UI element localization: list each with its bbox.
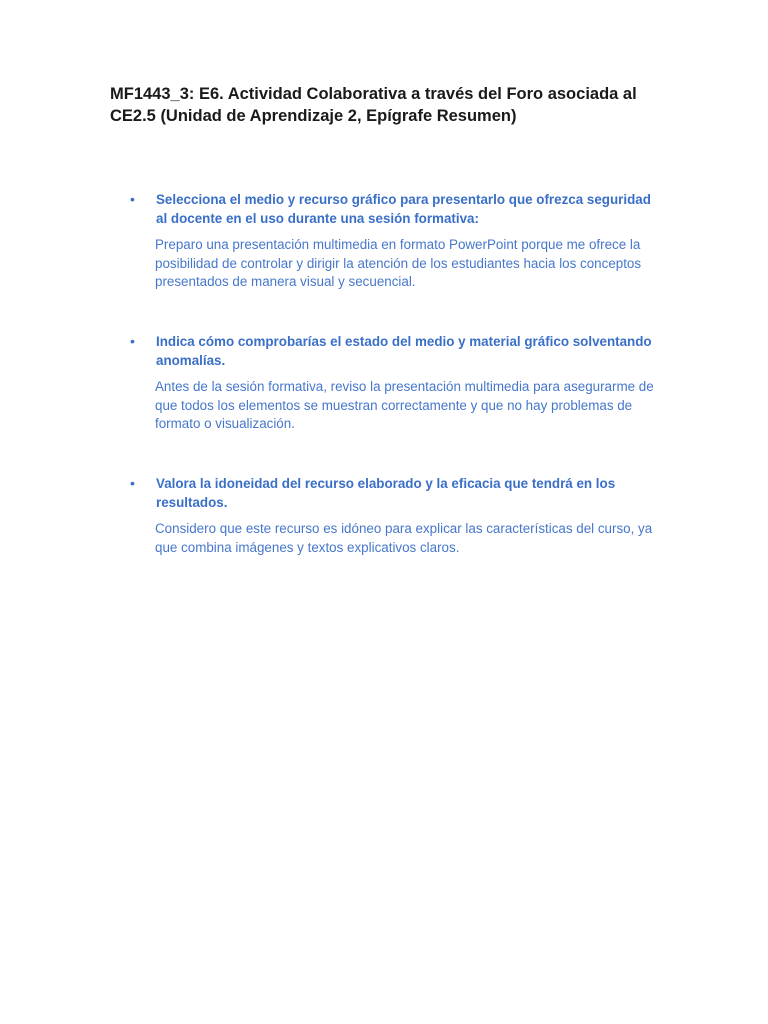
question-text: Indica cómo comprobarías el estado del medio y material gráfico solventando anomalías.	[156, 334, 652, 368]
answer-text: Preparo una presentación multimedia en formato PowerPoint porque me ofrece la posibilidad de controlar y dirigir la atención de los estudiantes hacia los conceptos presentados de manera visual y secuencial.	[155, 237, 642, 289]
bullet-icon: •	[130, 333, 135, 349]
bullet-icon: •	[130, 191, 135, 207]
answer-text: Antes de la sesión formativa, reviso la presentación multimedia para asegurarme de que todos los elementos se muestran correctamente y que no hay problemas de formato o visualización.	[155, 379, 654, 431]
question-text: Valora la idoneidad del recurso elaborado y la eficacia que tendrá en los resultados.	[156, 476, 616, 510]
document-title: MF1443_3: E6. Actividad Colaborativa a través del Foro asociada al CE2.5 (Unidad de Aprendizaje 2, Epígrafe Resumen)	[110, 85, 637, 125]
answer-text: Considero que este recurso es idóneo para explicar las características del curso, ya que combina imágenes y textos explicativos claros.	[155, 521, 653, 555]
bullet-icon: •	[130, 475, 135, 491]
list-item	[130, 190, 670, 292]
question-text: Selecciona el medio y recurso gráfico para presentarlo que ofrezca seguridad al docente en el uso durante una sesión formativa:	[156, 192, 651, 226]
list-item	[130, 332, 670, 434]
list-item	[130, 474, 670, 557]
